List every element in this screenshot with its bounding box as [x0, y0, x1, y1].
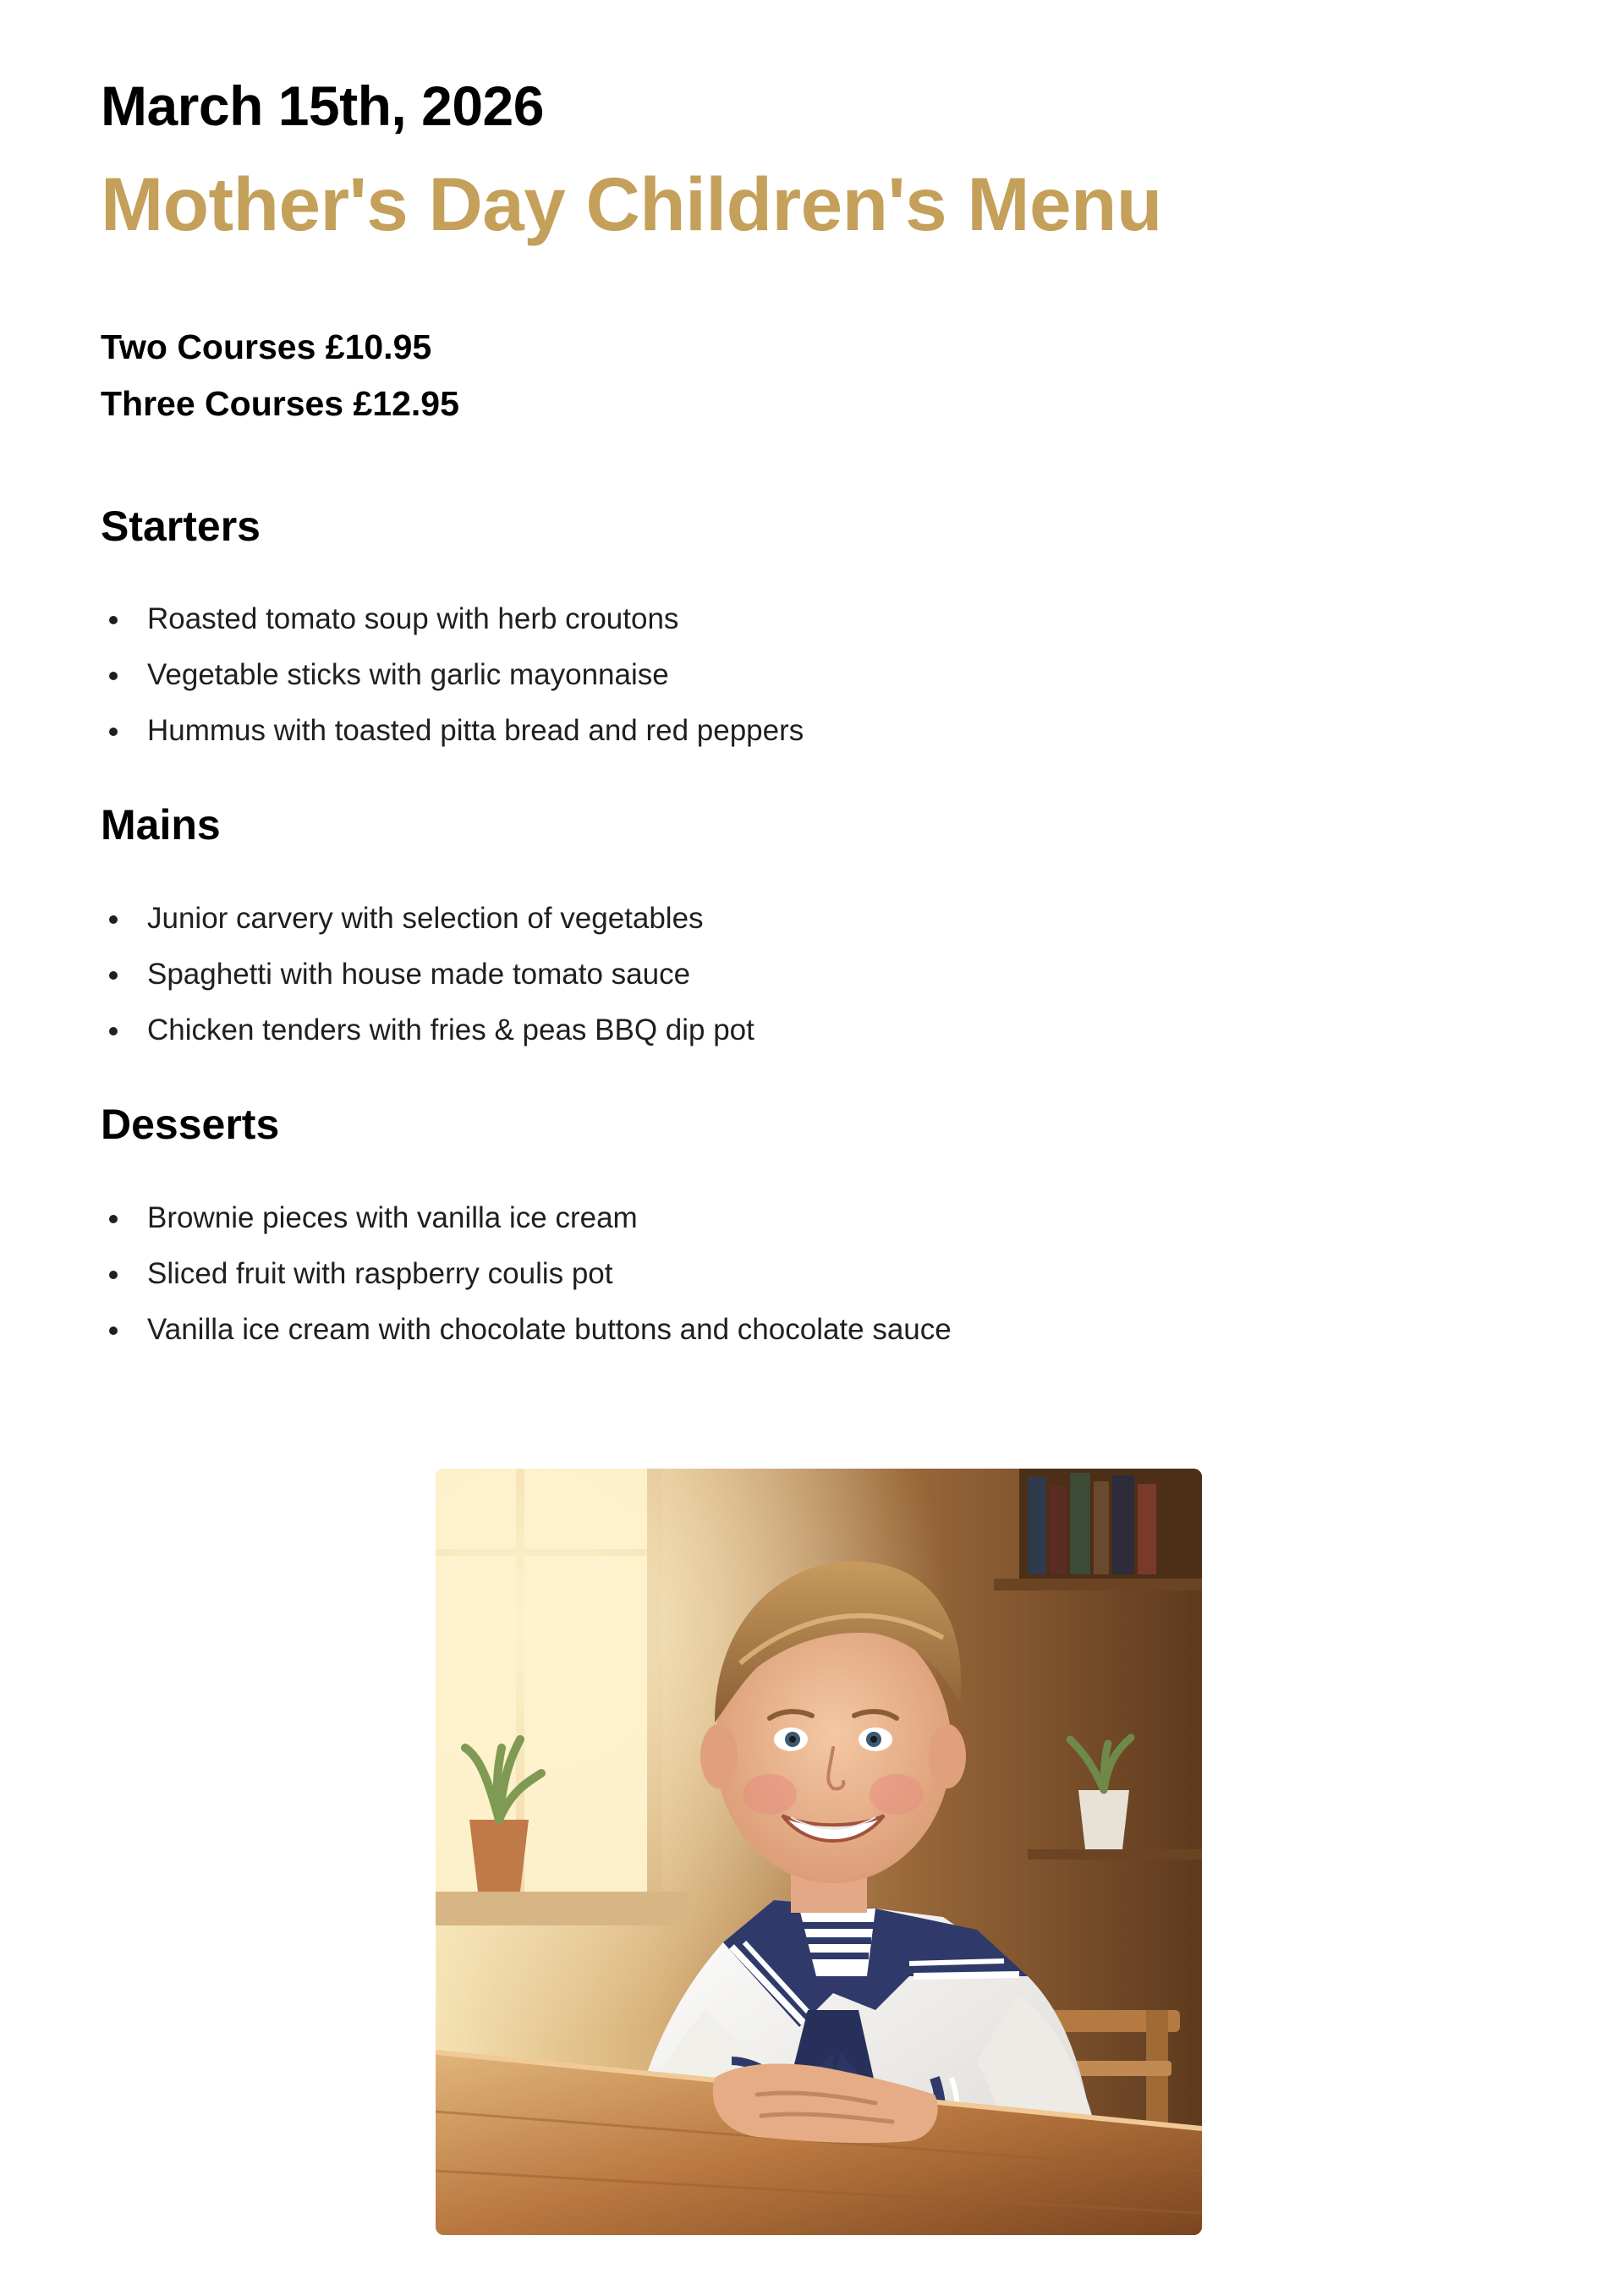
menu-title: Mother's Day Children's Menu: [101, 162, 1162, 246]
list-item: [101, 947, 754, 1002]
section-heading-mains: Mains: [101, 801, 221, 849]
list-item-text: Spaghetti with house made tomato sauce: [147, 958, 691, 991]
list-item: [101, 1190, 952, 1246]
list-item-text: Hummus with toasted pitta bread and red peppers: [147, 714, 804, 747]
list-item-text: Sliced fruit with raspberry coulis pot: [147, 1257, 613, 1290]
list-item-text: Chicken tenders with fries & peas BBQ dip pot: [147, 1013, 754, 1046]
list-item: [101, 1302, 952, 1358]
bullet-icon: [109, 1271, 118, 1279]
bullet-icon: [109, 616, 118, 624]
bullet-icon: [109, 1027, 118, 1035]
section-heading-desserts: Desserts: [101, 1101, 280, 1148]
price-three-courses: Three Courses £12.95: [101, 384, 459, 423]
smiling-boy-in-sailor-outfit-icon: [436, 1469, 1202, 2235]
mains-list: [101, 891, 754, 1058]
child-photo: [436, 1469, 1202, 2235]
list-item: [101, 891, 754, 947]
list-item-text: Vanilla ice cream with chocolate buttons and chocolate sauce: [147, 1313, 952, 1346]
menu-date: March 15th, 2026: [101, 74, 544, 137]
list-item-text: Junior carvery with selection of vegetables: [147, 902, 704, 935]
bullet-icon: [109, 728, 118, 736]
list-item-text: Vegetable sticks with garlic mayonnaise: [147, 658, 669, 691]
bullet-icon: [109, 915, 118, 924]
list-item: [101, 591, 804, 647]
list-item: [101, 1246, 952, 1302]
list-item-text: Roasted tomato soup with herb croutons: [147, 602, 679, 635]
starters-list: [101, 591, 804, 759]
section-heading-starters: Starters: [101, 503, 261, 550]
bullet-icon: [109, 672, 118, 680]
bullet-icon: [109, 1327, 118, 1335]
price-two-courses: Two Courses £10.95: [101, 327, 432, 366]
desserts-list: [101, 1190, 952, 1358]
bullet-icon: [109, 971, 118, 980]
list-item: [101, 1002, 754, 1058]
list-item: [101, 703, 804, 759]
bullet-icon: [109, 1215, 118, 1223]
list-item-text: Brownie pieces with vanilla ice cream: [147, 1201, 638, 1234]
list-item: [101, 647, 804, 703]
